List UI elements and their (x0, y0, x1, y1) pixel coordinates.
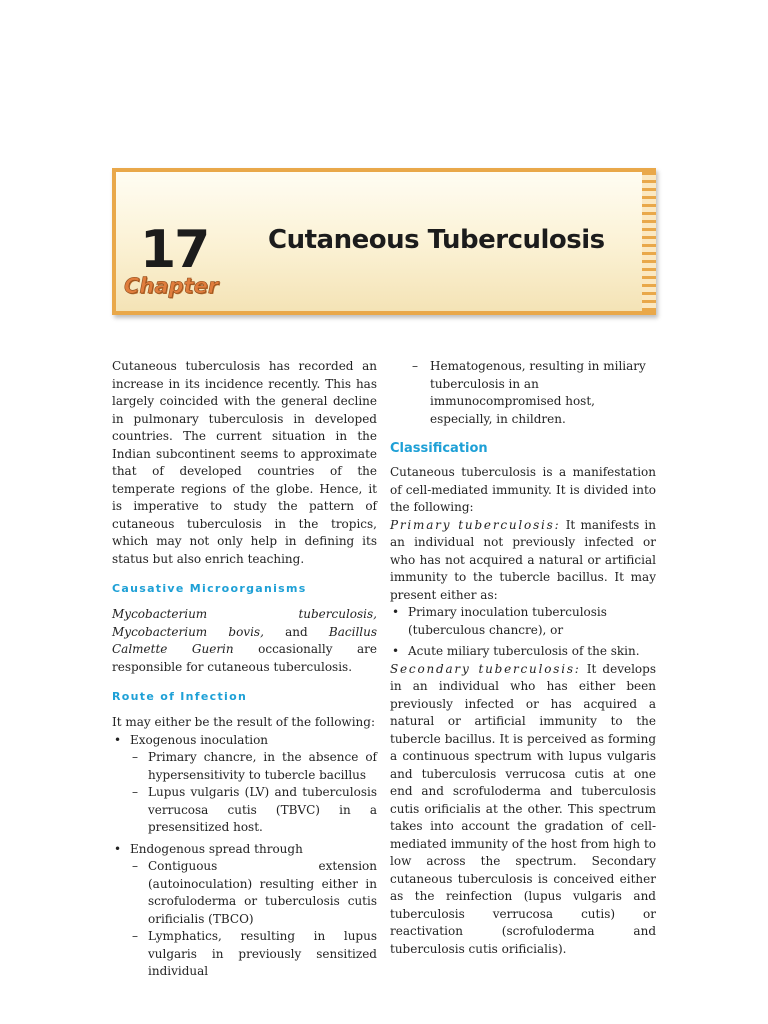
route-intro: It may either be the result of the following: (112, 715, 375, 729)
list-item: – Contiguous extension (autoinoculation) resulting either in scrofuloderma or tuberculosis cutis orificialis (TBCO) (112, 858, 377, 928)
organism-name: Mycobacterium tuberculosis, (112, 607, 377, 621)
secondary-paragraph (390, 661, 656, 959)
route-list (112, 732, 377, 981)
primary-paragraph (390, 517, 656, 605)
primary-text: It manifests in an individual not previously infected or who has not acquired a natural or artificial immunity to the tubercle bacillus. It may present either as: (390, 517, 656, 602)
microorganisms-text: occasionally are responsible for cutaneous tuberculosis. (112, 642, 377, 674)
banner-stripes (642, 172, 656, 311)
organism-name: Bacillus Calmette Guerin (112, 624, 377, 656)
chapter-number: 17 (140, 220, 209, 280)
chapter-label: Chapter (124, 274, 219, 298)
list-item: – Lymphatics, resulting in lupus vulgaris in previously sensitized individual (112, 928, 377, 981)
list-item: • Endogenous spread through (112, 841, 377, 859)
chapter-banner (112, 168, 656, 315)
section-heading-microorganisms: Causative Microorganisms (112, 582, 307, 595)
list-item: – Lupus vulgaris (LV) and tuberculosis verrucosa cutis (TBVC) in a presensitized host. (112, 784, 377, 837)
list-item: • Exogenous inoculation (112, 732, 377, 750)
list-item: • Acute miliary tuberculosis of the skin. (390, 643, 656, 661)
left-column (112, 358, 377, 981)
section-heading-route: Route of Infection (112, 690, 248, 703)
list-item: – Primary chancre, in the absence of hypersensitivity to tubercle bacillus (112, 749, 377, 784)
section-heading-classification: Classification (390, 441, 488, 456)
secondary-label: Secondary tuberculosis: (390, 661, 581, 676)
right-column (390, 358, 656, 958)
organism-name: Mycobacterium bovis, (112, 624, 264, 639)
list-item: • Primary inoculation tuberculosis (tuberculous chancre), or (390, 604, 656, 639)
secondary-text: It develops in an individual who has either been previously infected or has acquired a natural or artificial immunity to the tubercle bacillus. It is perceived as forming a continuous spectrum with lupus vulgaris and tuberculosis verrucosa cutis at one end and scrofuloderma and tuberculosis cutis orificialis at the other. This spectrum takes into account the gradation of cell-mediated immunity of the host from high to low across the spectrum. Secondary cutaneous tuberculosis is conceived either as the reinfection (lupus vulgaris and tuberculosis verrucosa cutis) or reactivation (scrofuloderma and tuberculosis cutis orificialis). (390, 661, 657, 956)
microorganisms-paragraph (112, 606, 377, 676)
primary-list (390, 604, 656, 661)
text-and: and (285, 624, 308, 639)
intro-paragraph: Cutaneous tuberculosis has recorded an increase in its incidence recently. This has largely coincided with the general decline in pulmonary tuberculosis in developed countries. The current situation in the Indian subcontinent seems to approximate that of developed countries of the temperate regions of the globe. Hence, it is imperative to study the pattern of cutaneous tuberculosis in the tropics, which may not only help in defining its status but also enrich teaching. (112, 359, 377, 566)
route-list-continued (390, 358, 656, 428)
primary-label: Primary tuberculosis: (390, 517, 561, 532)
chapter-title: Cutaneous Tuberculosis (268, 225, 605, 255)
classification-intro: Cutaneous tuberculosis is a manifestation of cell-mediated immunity. It is divided into the following: (390, 465, 656, 514)
list-item: – Hematogenous, resulting in miliary tuberculosis in an immunocompromised host, especially, in children. (390, 358, 656, 428)
